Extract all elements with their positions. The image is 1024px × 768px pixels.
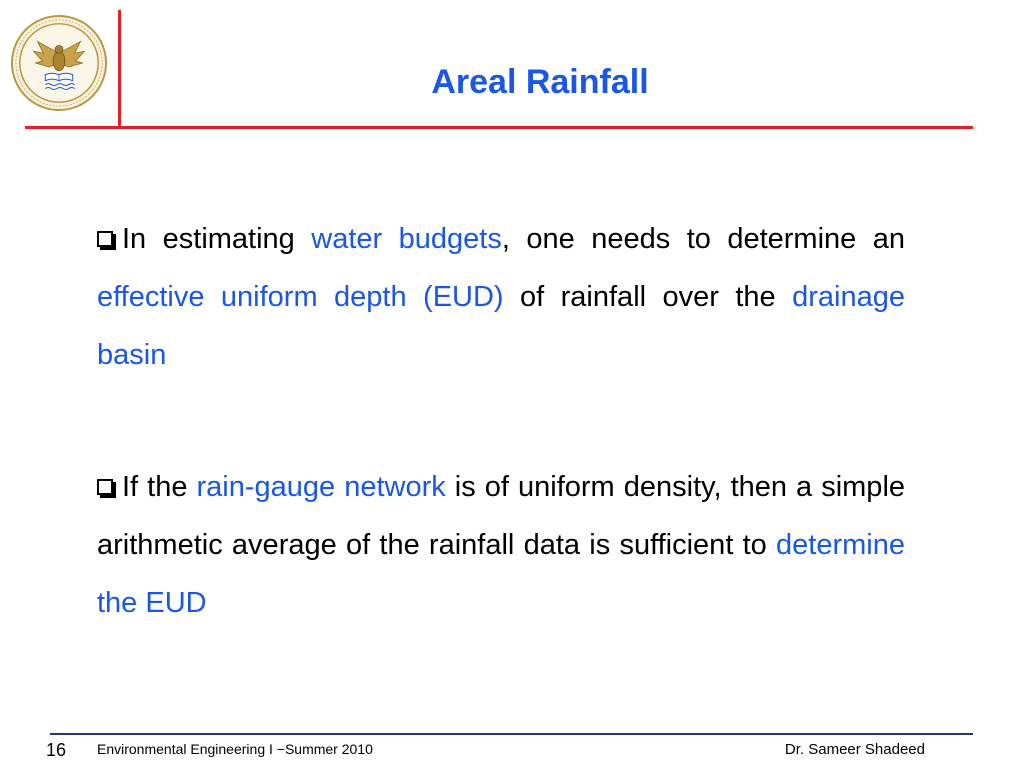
slide-title: Areal Rainfall (431, 63, 649, 101)
page-number: 16 (46, 740, 67, 760)
bullet-1-text-2: , one needs to determine an (501, 223, 906, 255)
checkbox-bullet-icon (97, 231, 113, 247)
header-horizontal-divider (25, 126, 973, 129)
bullet-1-text-3: of rainfall over the (503, 281, 793, 313)
bullet-2-text-2: is of uniform density, then a simple arithmetic average of the rainfall data is sufficient to (97, 471, 906, 561)
bullet-paragraph-1 (97, 210, 905, 384)
footer-author: Dr. Sameer Shadeed (784, 741, 925, 758)
bullet-1-text-1: In estimating (122, 223, 312, 255)
bullet-1-highlight-drainage-basin: drainage basin (97, 281, 905, 371)
footer-course-title: Environmental Engineering I −Summer 2010 (97, 741, 373, 757)
checkbox-bullet-icon (97, 479, 113, 495)
bullet-1-highlight-water-budgets: water budgets (311, 223, 502, 255)
bullet-2-highlight-determine-eud: determine the EUD (97, 529, 905, 619)
bullet-2-highlight-rain-gauge-network: rain-gauge network (196, 471, 446, 503)
university-seal-icon (10, 14, 108, 112)
bullet-paragraph-2 (97, 458, 905, 632)
bullet-2-text-1: If the (122, 471, 197, 503)
slide-body (97, 210, 905, 632)
footer-divider (50, 733, 973, 735)
bullet-1-highlight-eud: effective uniform depth (EUD) (97, 281, 504, 313)
